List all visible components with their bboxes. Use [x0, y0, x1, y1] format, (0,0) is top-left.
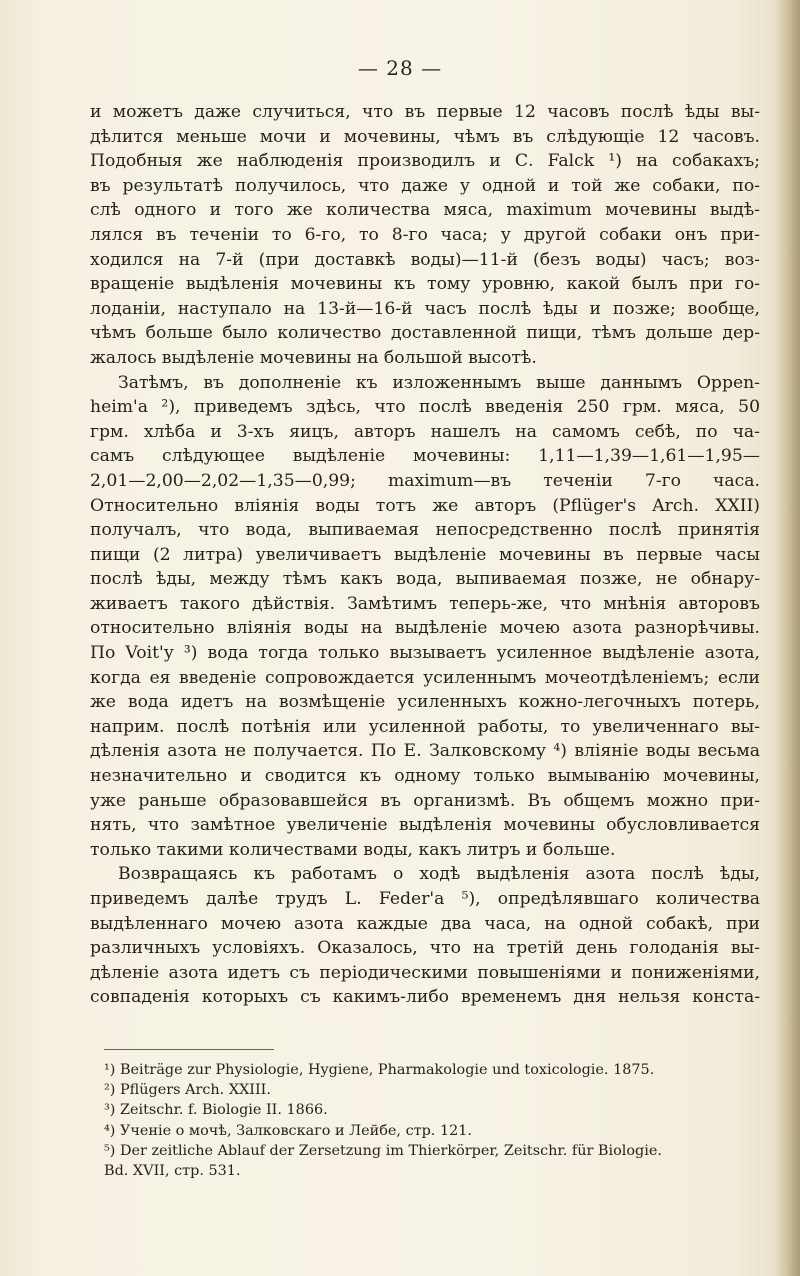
text-line: жалось выдѣленіе мочевины на большой высотѣ.: [90, 347, 537, 368]
text-line: только такими количествами воды, какъ литръ и больше.: [90, 839, 616, 860]
text-line: совпаденія которыхъ съ какимъ-либо временемъ дня нельзя конста-: [90, 987, 760, 1008]
text-line: дѣленія азота не получается. По Е. Залковскому ⁴) вліяніе воды весьма: [90, 741, 760, 762]
footnote: ¹) Beiträge zur Physiologie, Hygiene, Pharmakologie und toxicologie. 1875.: [104, 1062, 655, 1078]
footnote: ⁴) Ученіе о мочѣ, Залковскаго и Лейбе, стр. 121.: [104, 1122, 473, 1139]
text-line: ходился на 7-й (при доставкѣ воды)—11-й (безъ воды) часъ; воз-: [90, 249, 760, 270]
text-line: различныхъ условіяхъ. Оказалось, что на третій день голоданія вы-: [90, 938, 760, 959]
book-spine-shadow: [774, 0, 800, 1276]
text-line: же вода идетъ на возмѣщеніе усиленныхъ кожно-легочныхъ потерь,: [90, 692, 760, 713]
footnote: Bd. XVII, стр. 531.: [104, 1162, 241, 1179]
text-line: самъ слѣдующее выдѣленіе мочевины: 1,11—1,39—1,61—1,95—: [90, 446, 760, 467]
text-line: дѣленіе азота идетъ съ періодическими повышеніями и пониженіями,: [90, 962, 760, 983]
text-line: послѣ ѣды, между тѣмъ какъ вода, выпиваемая позже, не обнару-: [90, 569, 760, 590]
text-line: грм. хлѣба и 3-хъ яицъ, авторъ нашелъ на самомъ себѣ, по ча-: [90, 421, 760, 442]
footnotes: [104, 1060, 760, 1181]
text-line: По Voit'у ³) вода тогда только вызываетъ усиленное выдѣленіе азота,: [90, 643, 760, 664]
text-line: выдѣленнаго мочею азота каждые два часа, на одной собакѣ, при: [90, 913, 760, 934]
body-text: [90, 100, 760, 1010]
footnote: ⁵) Der zeitliche Ablauf der Zersetzung im Thierkörper, Zeitschr. für Biologie.: [104, 1142, 662, 1159]
text-line: и можетъ даже случиться, что въ первые 12 часовъ послѣ ѣды вы-: [90, 102, 760, 122]
text-line: дѣлится меньше мочи и мочевины, чѣмъ въ слѣдующіе 12 часовъ.: [90, 126, 760, 147]
text-line: heim'a ²), приведемъ здѣсь, что послѣ введенія 250 грм. мяса, 50: [90, 397, 760, 418]
text-line: пищи (2 литра) увеличиваетъ выдѣленіе мочевины въ первые часы: [90, 544, 760, 565]
footnote: ²) Pflügers Arch. XXIII.: [104, 1082, 271, 1099]
text-line: вращеніе выдѣленія мочевины къ тому уровню, какой былъ при го-: [90, 274, 760, 295]
text-line: въ результатѣ получилось, что даже у одной и той же собаки, по-: [90, 175, 760, 196]
text-line: живаетъ такого дѣйствія. Замѣтимъ теперь-же, что мнѣнія авторовъ: [90, 593, 760, 614]
text-line: слѣ одного и того же количества мяса, maximum мочевины выдѣ-: [90, 200, 760, 221]
page-number: — 28 —: [357, 56, 443, 80]
footnote-divider: [104, 1049, 274, 1050]
footnote: ³) Zeitschr. f. Biologie II. 1866.: [104, 1102, 328, 1119]
text-line: уже раньше образовавшейся въ организмѣ. Въ общемъ можно при-: [90, 790, 760, 811]
text-line: нять, что замѣтное увеличеніе выдѣленія мочевины обусловливается: [90, 815, 760, 836]
text-line: лоданіи, наступало на 13-й—16-й часъ послѣ ѣды и позже; вообще,: [90, 298, 760, 319]
text-line: Подобныя же наблюденія производилъ и С. Falck ¹) на собакахъ;: [90, 151, 760, 172]
text-line: лялся въ теченіи то 6-го, то 8-го часа; у другой собаки онъ при-: [90, 224, 760, 245]
text-line: Затѣмъ, въ дополненіе къ изложеннымъ выше даннымъ Oppen-: [118, 372, 760, 393]
text-line: получалъ, что вода, выпиваемая непосредственно послѣ принятія: [90, 520, 760, 541]
text-line: наприм. послѣ потѣнія или усиленной работы, то увеличеннаго вы-: [90, 716, 760, 737]
text-line: Относительно вліянія воды тотъ же авторъ (Pflüger's Arch. XXII): [90, 495, 760, 516]
text-line: незначительно и сводится къ одному только вымыванію мочевины,: [90, 766, 760, 787]
text-line: когда ея введеніе сопровождается усиленнымъ мочеотдѣленіемъ; если: [90, 667, 760, 688]
text-line: чѣмъ больше было количество доставленной пищи, тѣмъ дольше дер-: [90, 323, 760, 344]
text-line: относительно вліянія воды на выдѣленіе мочею азота разнорѣчивы.: [90, 618, 760, 639]
text-line: Возвращаясь къ работамъ о ходѣ выдѣленія азота послѣ ѣды,: [118, 864, 760, 885]
text-line: приведемъ далѣе трудъ L. Feder'a ⁵), опредѣлявшаго количества: [90, 889, 760, 909]
text-line: 2,01—2,00—2,02—1,35—0,99; maximum—въ теченіи 7-го часа.: [90, 470, 760, 491]
